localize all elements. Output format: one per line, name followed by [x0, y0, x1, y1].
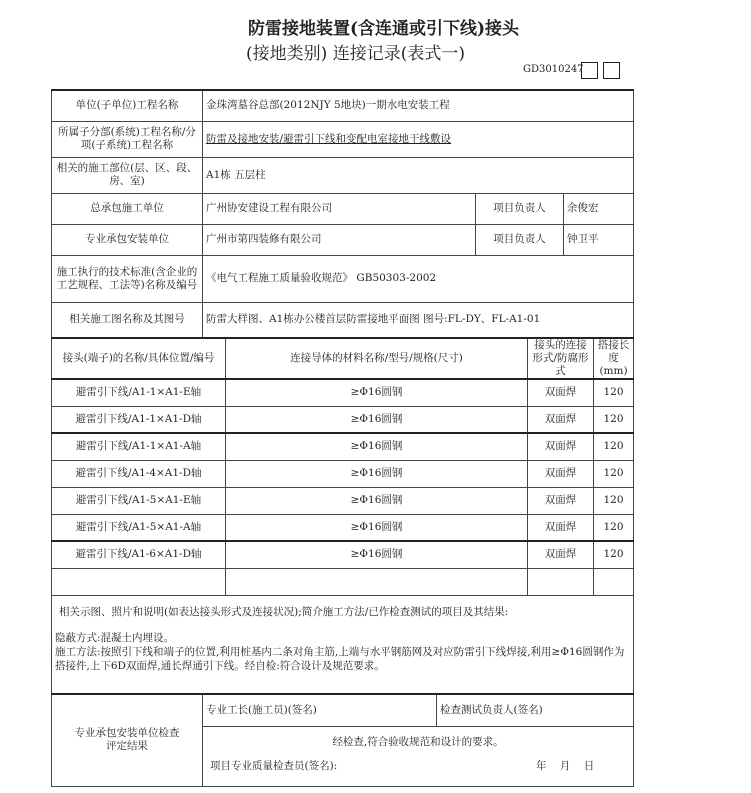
- col-lap-length: 搭接长度(mm): [594, 338, 634, 379]
- inspection-result-cell: [203, 726, 634, 786]
- sc-manager-value: 钟卫平: [564, 224, 634, 255]
- subunit-value: 防雷及接地安装/避雷引下线和变配电室接地干线敷设: [203, 121, 634, 157]
- joint-material: ≥Φ16圆钢: [226, 379, 528, 406]
- table-row: [52, 460, 634, 487]
- joint-material: ≥Φ16圆钢: [226, 406, 528, 433]
- joint-length: 120: [594, 514, 634, 541]
- joint-material: ≥Φ16圆钢: [226, 433, 528, 460]
- general-contractor-value: 广州协安建设工程有限公司: [203, 193, 476, 224]
- joint-name: 避雷引下线/A1-5×A1-E轴: [52, 487, 226, 514]
- table-row: [52, 514, 634, 541]
- table-row: [52, 541, 634, 568]
- joint-name: 避雷引下线/A1-5×A1-A轴: [52, 514, 226, 541]
- col-material: 连接导体的材料名称/型号/规格(尺寸): [226, 338, 528, 379]
- form-subtitle: (接地类别) 连接记录(表式一): [246, 44, 465, 64]
- notes-section: [52, 595, 634, 694]
- joint-material: ≥Φ16圆钢: [226, 541, 528, 568]
- code-box-1[interactable]: [581, 62, 598, 79]
- standard-label: 施工执行的技术标准(含企业的工艺规程、工法等)名称及编号: [52, 255, 203, 302]
- joint-form: 双面焊: [528, 460, 594, 487]
- unit-value: 金珠湾墓谷总部(2012NJY 5地块)一期水电安装工程: [203, 90, 634, 121]
- table-row: [52, 487, 634, 514]
- inspection-date: 年 月 日: [536, 759, 595, 772]
- joint-length: 120: [594, 406, 634, 433]
- col-joint-name: 接头(端子)的名称/具体位置/编号: [52, 338, 226, 379]
- code-box-2[interactable]: [603, 62, 620, 79]
- joint-length: 120: [594, 487, 634, 514]
- location-label: 相关的施工部位(层、区、段、房、室): [52, 157, 203, 193]
- table-row: [52, 406, 634, 433]
- joint-material: ≥Φ16圆钢: [226, 460, 528, 487]
- gc-manager-label: 项目负责人: [476, 193, 564, 224]
- sub-contractor-value: 广州市第四装修有限公司: [203, 224, 476, 255]
- joint-form: 双面焊: [528, 379, 594, 406]
- standard-value: 《电气工程施工质量验收规范》 GB50303-2002: [203, 255, 634, 302]
- joint-material: ≥Φ16圆钢: [226, 487, 528, 514]
- form-title: 防雷接地装置(含连通或引下线)接头: [247, 19, 520, 39]
- inspection-result: 经检查,符合验收规范和设计的要求。: [332, 735, 504, 748]
- joint-form: 双面焊: [528, 406, 594, 433]
- joint-form: 双面焊: [528, 541, 594, 568]
- joint-length: 120: [594, 541, 634, 568]
- notes-hidden-method: 隐蔽方式:混凝土内埋设。: [55, 631, 175, 644]
- gc-manager-value: 余俊宏: [564, 193, 634, 224]
- joint-length: 120: [594, 433, 634, 460]
- joint-form: 双面焊: [528, 433, 594, 460]
- form-code: GD3010247: [523, 64, 584, 75]
- table-row-empty: [52, 568, 634, 595]
- location-value: A1栋 五层柱: [203, 157, 634, 193]
- drawing-label: 相关施工图名称及其图号: [52, 302, 203, 338]
- joint-length: 120: [594, 460, 634, 487]
- subunit-label: 所属子分部(系统)工程名称/分项(子系统)工程名称: [52, 121, 203, 157]
- foreman-signature: 专业工长(施工员)(签名): [203, 694, 437, 726]
- joint-length: 120: [594, 379, 634, 406]
- joint-name: 避雷引下线/A1-1×A1-A轴: [52, 433, 226, 460]
- joint-form: 双面焊: [528, 514, 594, 541]
- table-row: [52, 433, 634, 460]
- joint-material: ≥Φ16圆钢: [226, 514, 528, 541]
- joint-name: 避雷引下线/A1-1×A1-D轴: [52, 406, 226, 433]
- joint-form: 双面焊: [528, 487, 594, 514]
- sub-contractor-label: 专业承包安装单位: [52, 224, 203, 255]
- joint-name: 避雷引下线/A1-4×A1-D轴: [52, 460, 226, 487]
- joint-name: 避雷引下线/A1-1×A1-E轴: [52, 379, 226, 406]
- col-connection-form: 接头的连接形式/防腐形式: [528, 338, 594, 379]
- inspection-label: 专业承包安装单位检查评定结果: [52, 694, 203, 786]
- unit-label: 单位(子单位)工程名称: [52, 90, 203, 121]
- notes-heading: 相关示图、照片和说明(如表达接头形式及连接状况);简介施工方法/已作检查测试的项目及其结果:: [59, 605, 509, 618]
- tester-signature: 检查测试负责人(签名): [437, 694, 634, 726]
- sc-manager-label: 项目负责人: [476, 224, 564, 255]
- drawing-value: 防雷大样图、A1栋办公楼首层防雷接地平面图 图号:FL-DY、FL-A1-01: [203, 302, 634, 338]
- table-row: [52, 379, 634, 406]
- inspector-signature: 项目专业质量检查员(签名):: [210, 759, 338, 772]
- general-contractor-label: 总承包施工单位: [52, 193, 203, 224]
- joint-name: 避雷引下线/A1-6×A1-D轴: [52, 541, 226, 568]
- notes-construction: 施工方法:按照引下线和端子的位置,利用桩基内二条对角主筋,上端与水平钢筋网及对应防雷引下线焊接,利用≥Φ16圆钢作为搭接件,上下6D双面焊,通长焊通引下线。经自检:符合设计及规范要求。: [55, 645, 625, 672]
- record-table: [51, 89, 634, 787]
